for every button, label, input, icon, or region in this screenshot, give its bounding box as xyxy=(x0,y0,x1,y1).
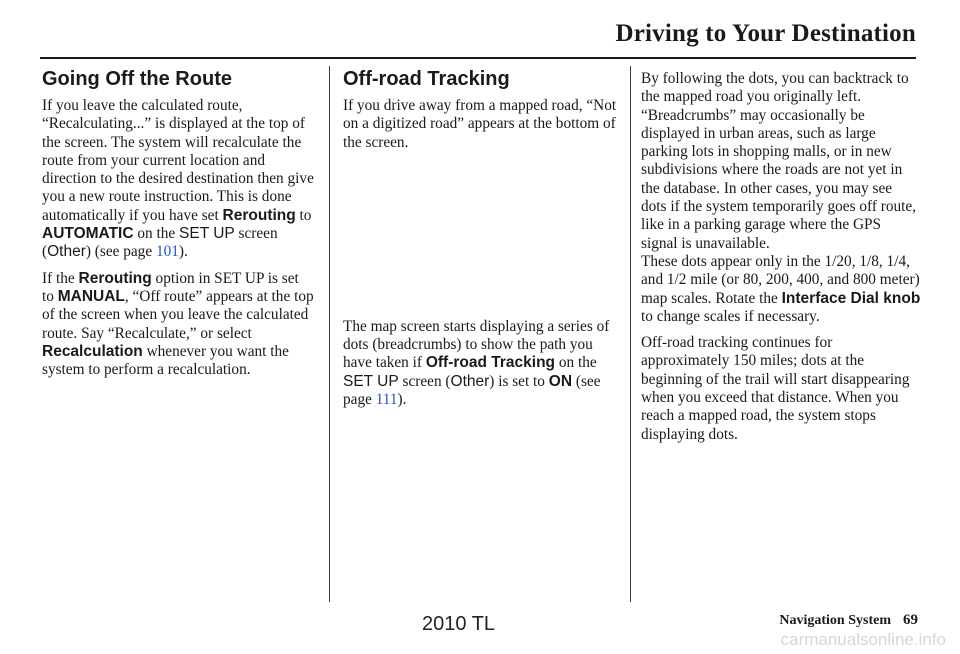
column-divider-1 xyxy=(329,66,330,602)
footer-model-label: 2010 TL xyxy=(422,613,496,635)
section-heading-offroad-tracking: Off-road Tracking xyxy=(343,68,510,90)
ui-term-setup: SET UP xyxy=(343,372,399,390)
text-span: screen ( xyxy=(398,372,451,390)
text-span: on the xyxy=(133,225,180,243)
column-divider-2 xyxy=(630,66,631,602)
page-number: 69 xyxy=(903,612,918,628)
ui-term-rerouting: Rerouting xyxy=(222,206,296,224)
text-span: If you leave the calculated route, “Recalculating...” is displayed at the top of the screen. The system will recalculate the route from your current location and direction to the desired destination then give you a new route instruction. This is done automatically if you have set xyxy=(42,97,314,224)
footer-section-label xyxy=(779,612,918,629)
ui-term-on: ON xyxy=(548,372,573,390)
ui-term-setup: SET UP xyxy=(179,225,235,243)
column-breadcrumbs-detail xyxy=(641,70,921,452)
footer-section-name: Navigation System xyxy=(779,613,891,628)
text-span: whenever you want the system to perform a recalculation. xyxy=(42,342,289,379)
paragraph-following-dots: By following the dots, you can backtrack to the mapped road you originally left. “Breadcrumbs” may occasionally be displayed in urban areas, such as large parking lots in shopping malls, or in new subdivisions where the roads are not yet in the database. In other cases, you may see dots if the system temporarily goes off route, like in a parking garage where the GPS signal is unavailable. xyxy=(641,70,917,252)
ui-term-rerouting: Rerouting xyxy=(78,269,152,287)
text-span: ) is set to xyxy=(489,372,549,390)
text-span: to change scales if necessary. xyxy=(641,307,820,325)
page-link-111[interactable]: 111 xyxy=(375,391,398,409)
text-span: These dots appear only in the 1/20, 1/8, 1/4, and 1/2 mile (or 80, 200, 400, and 800 meter) map scales. Rotate the xyxy=(641,252,920,307)
figure-space xyxy=(343,160,621,318)
page-header-title: Driving to Your Destination xyxy=(615,20,916,47)
text-span: If the xyxy=(42,269,79,287)
ui-term-other: Other xyxy=(450,372,490,390)
paragraph-not-digitized: If you drive away from a mapped road, “Not on a digitized road” appears at the bottom of the screen. xyxy=(343,97,617,151)
paragraph-manual-rerouting xyxy=(42,270,314,380)
paragraph-tracking-distance: Off-road tracking continues for approximately 150 miles; dots at the beginning of the trail will start disappearing when you exceed that distance. When you reach a mapped road, the system stops displaying dots. xyxy=(641,334,910,443)
text-span: screen ( xyxy=(42,225,278,261)
section-heading-going-off-route: Going Off the Route xyxy=(42,68,232,90)
text-span: ). xyxy=(178,243,188,261)
ui-term-manual: MANUAL xyxy=(57,287,125,305)
ui-term-automatic: AUTOMATIC xyxy=(42,225,134,243)
text-span: to xyxy=(295,206,312,224)
text-span: , “Off route” appears at the top of the screen when you leave the calculated route. Say “Recalculate,” or select xyxy=(42,287,314,342)
text-span: The map screen starts displaying a series of dots (breadcrumbs) to show the path you have taken if xyxy=(343,317,610,372)
text-span: on the xyxy=(555,354,597,372)
paragraph-breadcrumbs xyxy=(343,318,621,409)
ui-term-other: Other xyxy=(47,243,86,261)
text-span: (see page xyxy=(343,372,601,409)
text-span: option in SET UP is set to xyxy=(42,269,299,305)
paragraph-recalculating xyxy=(42,97,314,262)
ui-term-offroad-tracking: Off-road Tracking xyxy=(425,354,556,372)
text-span: ) (see page xyxy=(85,243,156,261)
column-offroad-tracking xyxy=(343,66,621,417)
text-span: ). xyxy=(397,391,407,409)
paragraph-map-scales xyxy=(641,253,921,326)
ui-term-recalculation: Recalculation xyxy=(42,342,143,360)
ui-term-interface-dial-knob: Interface Dial knob xyxy=(781,289,921,307)
column-going-off-route xyxy=(42,66,314,387)
page-link-101[interactable]: 101 xyxy=(155,243,179,261)
watermark-text: carmanualsonline.info xyxy=(780,630,946,649)
header-divider xyxy=(40,57,916,59)
